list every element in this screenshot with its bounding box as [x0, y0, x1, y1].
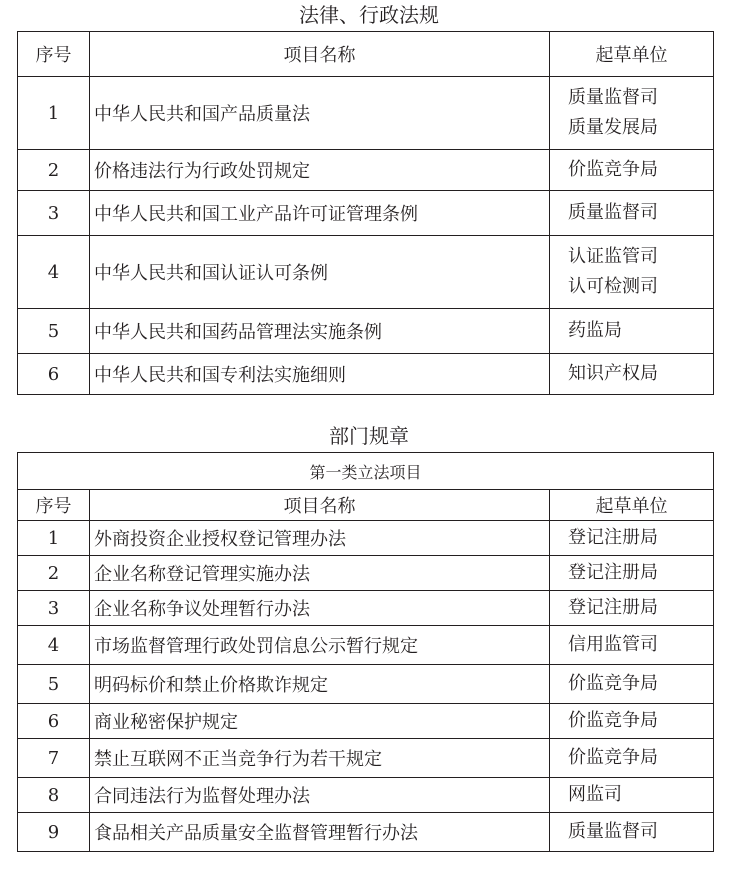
row-unit: 价监竞争局	[550, 739, 714, 778]
regulations-table	[17, 452, 714, 852]
row-no: 3	[18, 591, 90, 626]
row-no: 7	[18, 739, 90, 778]
row-no: 5	[18, 309, 90, 354]
section-title-regulations: 部门规章	[329, 424, 409, 448]
row-unit: 质量监督司	[550, 191, 714, 236]
row-unit: 价监竞争局	[550, 704, 714, 739]
table-subtitle-row	[18, 453, 714, 490]
table-row	[18, 591, 714, 626]
table-header-row	[18, 490, 714, 521]
row-unit: 知识产权局	[550, 354, 714, 395]
table-row	[18, 354, 714, 395]
table-row	[18, 704, 714, 739]
header-name: 项目名称	[90, 32, 550, 77]
table-header-row	[18, 32, 714, 77]
row-name: 食品相关产品质量安全监督管理暂行办法	[90, 813, 550, 852]
row-name: 中华人民共和国专利法实施细则	[90, 354, 550, 395]
row-name: 合同违法行为监督处理办法	[90, 778, 550, 813]
table-subtitle: 第一类立法项目	[18, 453, 714, 490]
table-row	[18, 778, 714, 813]
row-name: 中华人民共和国认证认可条例	[90, 236, 550, 309]
header-unit: 起草单位	[550, 32, 714, 77]
table-row	[18, 739, 714, 778]
row-name: 外商投资企业授权登记管理办法	[90, 521, 550, 556]
row-name: 中华人民共和国药品管理法实施条例	[90, 309, 550, 354]
table-row	[18, 665, 714, 704]
row-unit-line: 认证监管司	[568, 246, 658, 267]
row-no: 1	[18, 521, 90, 556]
row-unit: 价监竞争局	[550, 150, 714, 191]
row-no: 6	[18, 704, 90, 739]
table-row	[18, 77, 714, 150]
row-unit: 登记注册局	[550, 591, 714, 626]
row-unit	[550, 236, 714, 309]
row-unit: 网监司	[550, 778, 714, 813]
table-row	[18, 236, 714, 309]
row-name: 中华人民共和国产品质量法	[90, 77, 550, 150]
header-no: 序号	[18, 490, 90, 521]
table-row	[18, 626, 714, 665]
table-row	[18, 309, 714, 354]
row-no: 8	[18, 778, 90, 813]
section-title-laws: 法律、行政法规	[299, 3, 439, 27]
row-no: 4	[18, 236, 90, 309]
row-no: 2	[18, 556, 90, 591]
row-no: 2	[18, 150, 90, 191]
row-unit: 信用监管司	[550, 626, 714, 665]
row-unit: 登记注册局	[550, 556, 714, 591]
row-unit: 价监竞争局	[550, 665, 714, 704]
table-row	[18, 150, 714, 191]
row-unit	[550, 77, 714, 150]
row-no: 5	[18, 665, 90, 704]
header-unit: 起草单位	[550, 490, 714, 521]
row-name: 价格违法行为行政处罚规定	[90, 150, 550, 191]
row-name: 企业名称争议处理暂行办法	[90, 591, 550, 626]
row-unit: 药监局	[550, 309, 714, 354]
row-name: 企业名称登记管理实施办法	[90, 556, 550, 591]
row-name: 商业秘密保护规定	[90, 704, 550, 739]
row-name: 市场监督管理行政处罚信息公示暂行规定	[90, 626, 550, 665]
row-unit: 质量监督司	[550, 813, 714, 852]
row-no: 6	[18, 354, 90, 395]
header-name: 项目名称	[90, 490, 550, 521]
row-unit-line: 认可检测司	[568, 276, 658, 297]
row-unit-line: 质量监督司	[568, 87, 658, 108]
row-name: 禁止互联网不正当竞争行为若干规定	[90, 739, 550, 778]
row-unit-line: 质量发展局	[568, 117, 658, 138]
header-no: 序号	[18, 32, 90, 77]
laws-table	[17, 31, 714, 395]
row-name: 中华人民共和国工业产品许可证管理条例	[90, 191, 550, 236]
row-no: 9	[18, 813, 90, 852]
row-no: 1	[18, 77, 90, 150]
table-row	[18, 556, 714, 591]
row-name: 明码标价和禁止价格欺诈规定	[90, 665, 550, 704]
table-row	[18, 813, 714, 852]
table-row	[18, 191, 714, 236]
row-unit: 登记注册局	[550, 521, 714, 556]
row-no: 3	[18, 191, 90, 236]
table-row	[18, 521, 714, 556]
row-no: 4	[18, 626, 90, 665]
